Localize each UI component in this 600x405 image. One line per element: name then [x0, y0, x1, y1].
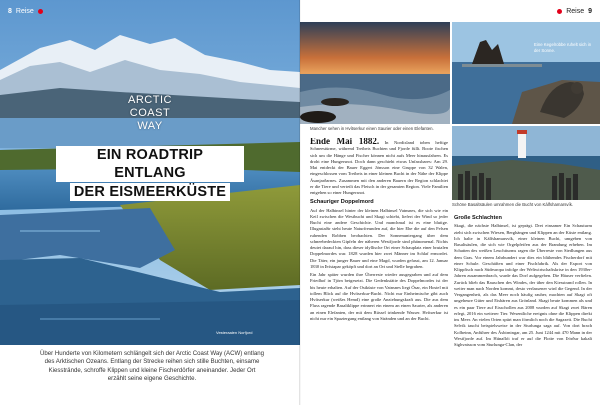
headline-line-1: EIN ROADTRIP ENTLANG: [56, 146, 244, 182]
lead-head: Ende Mai 1882.: [310, 138, 380, 146]
column-1-paragraph-2: Ein Jahr später wurden ihre Überreste wieder ausgegraben und auf dem Friedhof in Tjörn beigesetzt. Die Gedenkstätte des Doppelmordes ist der bis heute erhalten. Auf der Ostküste von Vatnsnes liegt Ósar, ein Hostel mit tollem Blick auf die Hvítserkur-Bucht. Nicht nur Einheimische gibt auch Hvítserkur (weißes Hemd) eine große Anziehungskraft aus. Die aus dem Fluss ragende Basaltklippe erinnert ein einem an einen Saurier, als anderen an einen Elefanten, der mit dem Rüssel trinkende Wasser. Hvítserkur ist nicht nur ein Spaziergang entlang von Stränden und an der Bucht.: [310, 272, 448, 321]
kicker-line-3: WAY: [137, 120, 163, 132]
page-number: 8: [8, 8, 12, 15]
column-2-paragraph: Skagi, die nächste Halbinsel, ist geprägt. Drei einsamer Ein Schauturm zieht sich zwischen Wiesen, Berghängen und Klippen an der Küste entlang. Ich halte in Kálfshamarsvík, einer kleinen Bucht, umgeben von Basaltsäulen, die sich wie Orgelpfeifen aus der Brandung erheben. Im Schatten des weißen Leuchtturms ragen die Überreste von Siedlungen aus dem Gras. Vor einem Jahrhundert war dies ein blühendes Fischerdorf mit einer Schule. Geschäften und einer Fischfabrik. Als der Export von Klippfisch nach Südeuropa infolge der Weltwirtschaftskrise in den 1930er-Jahren zusammenbrach, wurde das Dorf aufgegeben. Die Häuser verfielen. Zurück blieb das Rauschen des Windes, der über den Kiesstrand rollen. In weiter man nach Norden kommt, desto verlassener wird die Gegend. In der Vergangenheit, als das Meer noch häufig rauher, machten auf Skagi oft ungeheure Güter und Eisbären aus Grönland. Skagi beute kommen als und es ein paar Tiere auf Eisschollen aus 2008 wurden auf Skagi zwei Bären erlegt, 2016 ein weiterer Tier. Wesentliche ereignis ohne die Klippen direkt ins Meer. An vielen Orten spürt man förmlich noch die Sagazeit. Die Bucht Selvik taucht beispielsweise in der Sturlunga saga auf. Von dort brach Kolbeinn, Anführer des Ásbirningar, am 25. Juni 1244 mit 470 Mann in der Westfjorde auf. Im Húnaflói traf er auf die Flotte von Þórður kakali Sighvatsson vom Sturlunga-Clan, der: [454, 223, 592, 347]
kicker-line-2: COAST: [129, 107, 171, 119]
right-page: [300, 0, 600, 405]
left-page-folio: [8, 8, 43, 15]
caption-seal: Eine Kegelrobbe ruhelt sich in der Sonne.: [534, 42, 592, 53]
lead-text: In Nordisland toben heftige Schneestürme, während Treibeis Buchten und Fjorde füllt. Boote fischen sich um die Hänge und Fischer können nicht aufs Meer hinausfahren. Es droht eine Hungersnot. Doch dann geschieht etwas Unfassbares: Am 29. Mai entdeckt der Bauer Eggert Jónsson eine Gruppe von 32 Walen, eingeschlossen vom Treibeis in einer kleinen Bucht in der Nähe der Klippe Ásanjarðarnes. Zusammen mit den anderen Bauern der Region schlachtet er die Tiere und verteilt das Fleisch in der gesamten Region. Viele Familien entgehen so einer Hungersnot.: [310, 140, 448, 195]
section-dot-icon: [557, 9, 562, 14]
headline: [56, 146, 244, 202]
headline-line-2: DER EISMEERKÜSTE: [70, 183, 230, 201]
lead-paragraph: [310, 138, 448, 196]
photo-credit: Vesteraalen Norfjord: [216, 330, 253, 335]
page-number: 9: [588, 8, 592, 15]
caption-basalt: Schöne Basaltsäulen umrahmen die Bucht von Kálfshamarsvík.: [452, 202, 574, 207]
intro-text: Über Hunderte von Kilometern schlängelt sich der Arctic Coast Way (ACW) entlang des Arktischen Ozeans. Entlang der Strecke reihen sich stille Buchten, einsame Kiesstrände, schroffe Klippen und kleine Fischerdörfer aneinander. Jeder Ort erzählt seine eigene Geschichte.: [40, 350, 264, 383]
seal-on-rock-photo: [452, 22, 600, 124]
kicker-line-1: ARCTIC: [128, 94, 172, 106]
rock-formation-photo: [300, 22, 450, 124]
column-1-paragraph-1: Auf der Halbinsel hinter der kleinen Halbinsel Vatnsnes, die sich wie ein Keil zwischen die Westbucht und Skagi schiebt, liefert der Wind so jeder Bucht eine andere Geschichte. Und manchmal ist es eine blutige. Illugastaðir steht heute Naturfreunden auf, die hier Ehe die auf den Felsen ruhenden Robben beobachten. Der Sonnenuntergang über dem schneebedeckten Gipfeln der näheren Westfjorde sind phänomenal. Nichts deutet darauf hin, dass dieser idyllische Ort einer Schauplatz einer brutalen Doppelmordes war. 1828 wurden hier zwei Männer im Schlaf ermordet. Die Täter, ein junger Bauer und eine Magd, wurden gefasst, am 12. Januar 1830 in Þrístapar geköpft und dort an Ort und Stelle begraben.: [310, 207, 448, 269]
lighthouse-basalt-photo: [452, 126, 600, 200]
section-dot-icon: [38, 9, 43, 14]
subhead-doppelmord: Schauriger Doppelmord: [310, 199, 374, 206]
page-gutter: [299, 0, 301, 405]
section-label: Reise: [566, 8, 585, 15]
caption-hvitserkur: Mancher sehen in Hvítserkur einen Saurier oder einen Elefanten.: [310, 126, 434, 131]
subhead-schlachten: Große Schlachten: [454, 215, 502, 221]
article-column-2: [454, 212, 592, 400]
right-page-folio: [557, 8, 592, 15]
article-column-1: [310, 138, 448, 400]
section-label: Reise: [15, 8, 34, 15]
